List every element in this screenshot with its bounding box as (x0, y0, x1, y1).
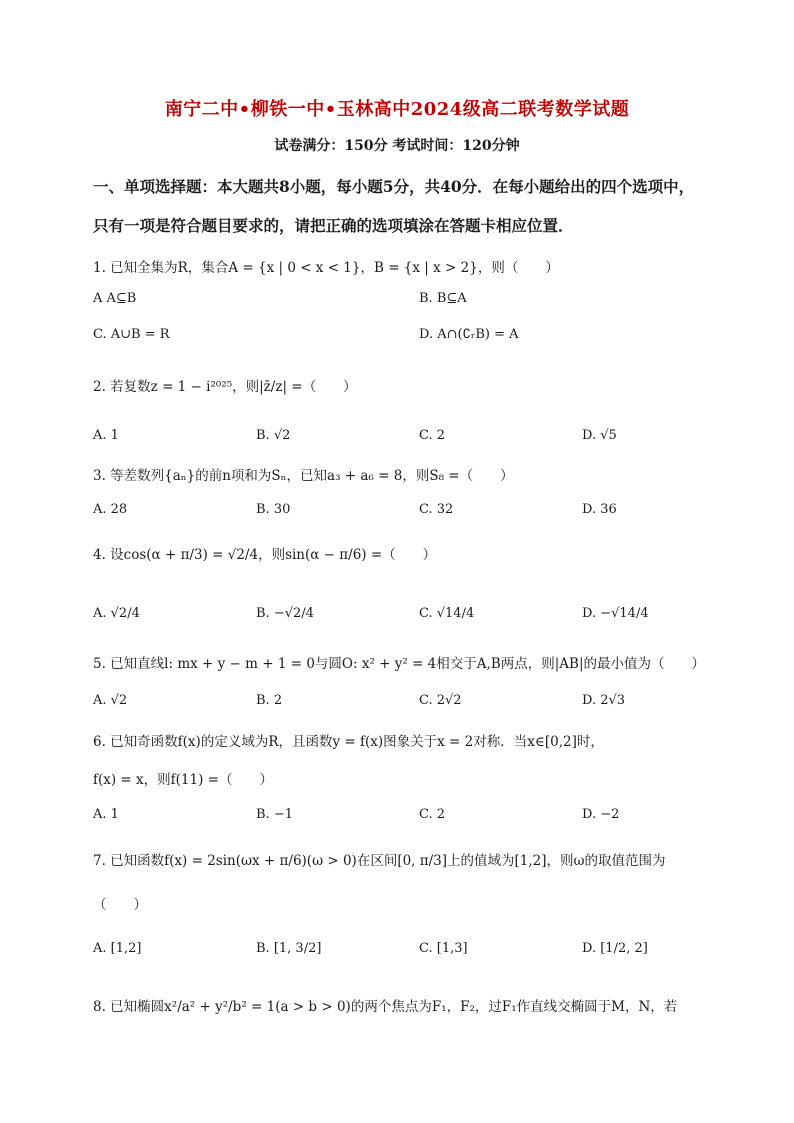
q2-option-d: D. √5 (582, 427, 617, 443)
q3-option-b: B. 30 (256, 501, 291, 517)
q6-option-d: D. −2 (582, 806, 620, 822)
q7-option-d: D. [1/2, 2] (582, 940, 648, 956)
question-1-options (93, 281, 703, 315)
question-5-stem: 5. 已知直线l: mx + y − m + 1 = 0与圆O: x² + y² = 4相交于A,B两点，则|AB|的最小值为（ ） (93, 656, 706, 672)
q7-option-b: B. [1, 3/2] (256, 940, 322, 956)
question-2-stem: 2. 若复数z = 1 − i²⁰²⁵，则|z̄/z| =（ ） (93, 379, 357, 395)
q1-option-b: B. B⊆A (419, 290, 467, 306)
question-7-stem-cont: （ ） (93, 897, 147, 913)
exam-title: 南宁二中•柳铁一中•玉林高中2024级高二联考数学试题 (164, 99, 630, 120)
q1-option-a: A A⊆B (93, 290, 137, 306)
question-2-options (93, 418, 703, 452)
q5-option-a: A. √2 (93, 692, 128, 708)
q5-option-b: B. 2 (256, 692, 283, 708)
q7-option-a: A. [1,2] (93, 940, 142, 956)
q4-option-d: D. −√14/4 (582, 605, 649, 621)
question-1-options-row2 (93, 317, 703, 351)
question-3-options (93, 492, 703, 526)
question-7-options (93, 931, 703, 965)
question-4-stem: 4. 设cos(α + π/3) = √2/4，则sin(α − π/6) =（ ） (93, 547, 437, 563)
q5-option-c: C. 2√2 (419, 692, 462, 708)
question-3-stem: 3. 等差数列{aₙ}的前n项和为Sₙ，已知a₃ + a₆ = 8，则S₈ =（ ） (93, 468, 514, 484)
q3-option-d: D. 36 (582, 501, 617, 517)
q4-option-a: A. √2/4 (93, 605, 140, 621)
q4-option-b: B. −√2/4 (256, 605, 314, 621)
exam-subtitle: 试卷满分：150分 考试时间：120分钟 (274, 138, 520, 154)
q2-option-a: A. 1 (93, 427, 119, 443)
q2-option-b: B. √2 (256, 427, 291, 443)
q1-option-c: C. A∪B = R (93, 326, 170, 342)
q4-option-c: C. √14/4 (419, 605, 475, 621)
q2-option-c: C. 2 (419, 427, 446, 443)
question-4-options (93, 596, 703, 630)
q6-option-a: A. 1 (93, 806, 119, 822)
q5-option-d: D. 2√3 (582, 692, 626, 708)
question-6-stem: 6. 已知奇函数f(x)的定义域为R，且函数y = f(x)图象关于x = 2对称．当x∈[0,2]时， (93, 734, 604, 750)
question-8-stem: 8. 已知椭圆x²/a² + y²/b² = 1(a > b > 0)的两个焦点为F₁，F₂，过F₁作直线交椭圆于M，N，若 (93, 999, 678, 1015)
question-6-options (93, 797, 703, 831)
question-1-stem: 1. 已知全集为R，集合A = {x | 0 < x < 1}，B = {x | x > 2}，则（ ） (93, 260, 559, 276)
q6-option-c: C. 2 (419, 806, 446, 822)
question-7-stem: 7. 已知函数f(x) = 2sin(ωx + π/6)(ω > 0)在区间[0, π/3]上的值域为[1,2]，则ω的取值范围为 (93, 853, 666, 869)
section-heading: 一、单项选择题：本大题共8小题，每小题5分，共40分．在每小题给出的四个选项中，只有一项是符合题目要求的，请把正确的选项填涂在答题卡相应位置． (93, 177, 695, 235)
question-5-options (93, 683, 703, 717)
q7-option-c: C. [1,3] (419, 940, 468, 956)
q6-option-b: B. −1 (256, 806, 293, 822)
q3-option-a: A. 28 (93, 501, 128, 517)
q1-option-d: D. A∩(∁ᵣB) = A (419, 326, 519, 342)
q3-option-c: C. 32 (419, 501, 454, 517)
question-6-stem-cont: f(x) = x，则f(11) =（ ） (93, 772, 273, 788)
